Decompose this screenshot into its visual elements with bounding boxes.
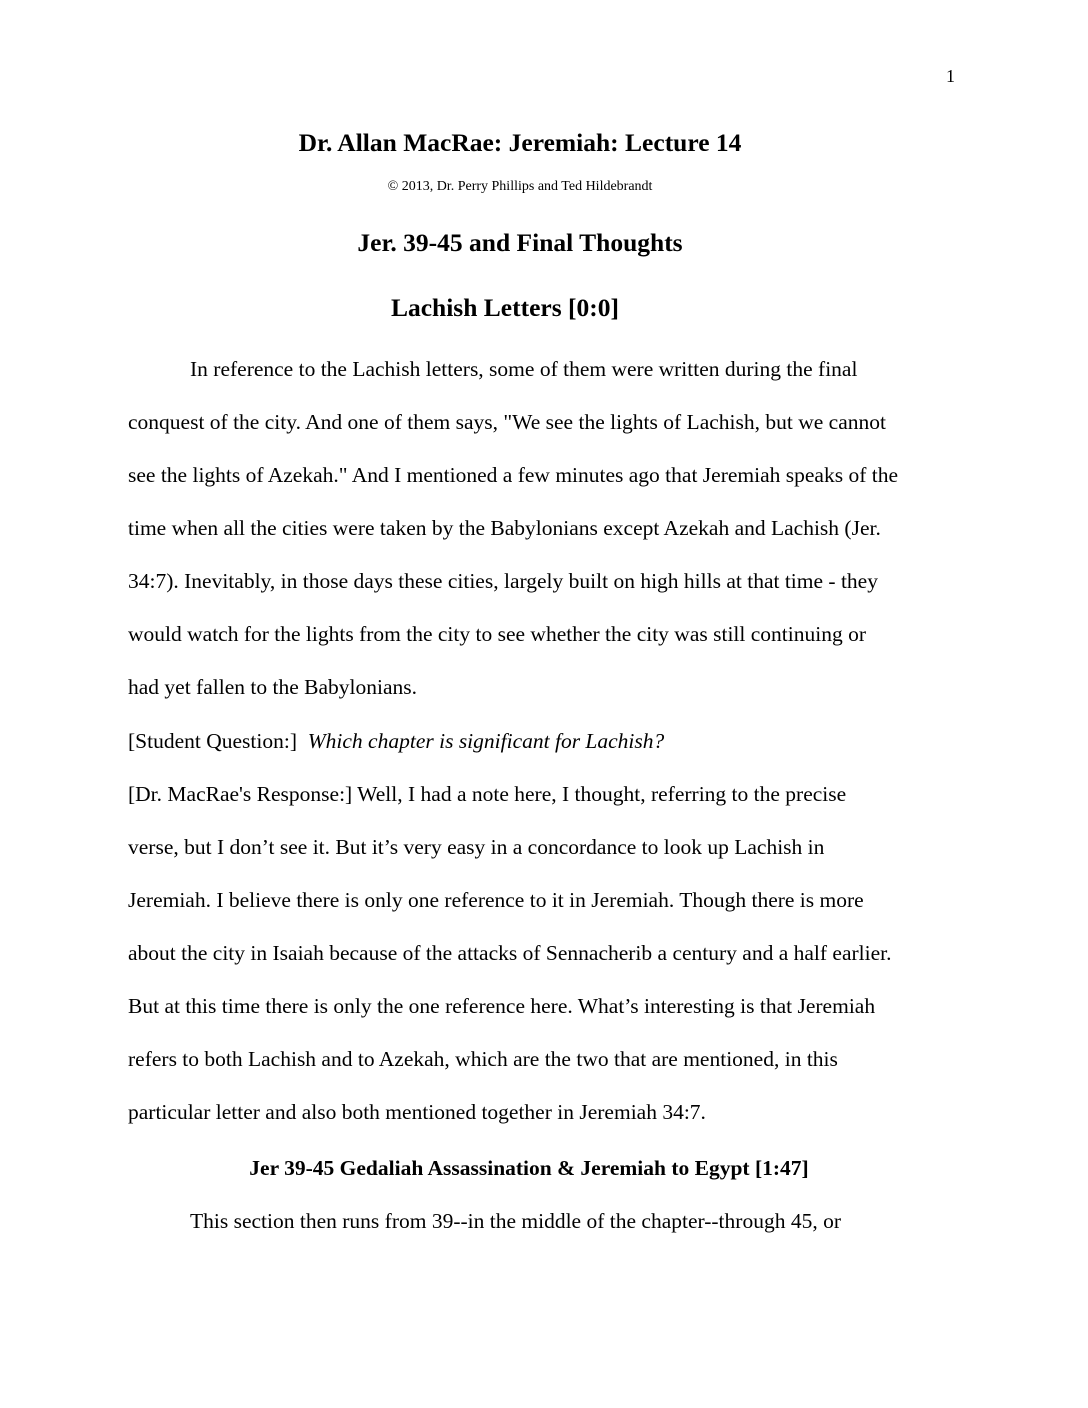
text-line: conquest of the city. And one of them says, "We see the lights of Lachish, but we cannot <box>128 410 886 434</box>
text-line: see the lights of Azekah." And I mentioned a few minutes ago that Jeremiah speaks of the <box>128 463 899 487</box>
page-number: 1 <box>946 66 955 86</box>
student-question-label: [Student Question:] <box>128 729 297 753</box>
section-heading-gedaliah: Jer 39-45 Gedaliah Assassination & Jeremiah to Egypt [1:47] <box>249 1156 809 1180</box>
text-line: would watch for the lights from the city to see whether the city was still continuing or <box>128 622 867 646</box>
text-line: 34:7). Inevitably, in those days these cities, largely built on high hills at that time - they <box>128 569 878 593</box>
section-heading-lachish-letters: Lachish Letters [0:0] <box>390 293 620 322</box>
text-line: refers to both Lachish and to Azekah, which are the two that are mentioned, in this <box>128 1047 838 1071</box>
text-line: But at this time there is only the one reference here. What’s interesting is that Jeremiah <box>128 994 876 1018</box>
text-line: In reference to the Lachish letters, some of them were written during the final <box>190 357 858 381</box>
text-line: This section then runs from 39--in the middle of the chapter--through 45, or <box>190 1209 841 1233</box>
text-line: about the city in Isaiah because of the attacks of Sennacherib a century and a half earlier. <box>128 941 892 965</box>
text-line: Jeremiah. I believe there is only one reference to it in Jeremiah. Though there is more <box>128 888 864 912</box>
copyright-notice: © 2013, Dr. Perry Phillips and Ted Hildebrandt <box>387 179 653 194</box>
text-line: particular letter and also both mentioned together in Jeremiah 34:7. <box>128 1100 706 1124</box>
text-line: [Dr. MacRae's Response:] Well, I had a note here, I thought, referring to the precise <box>128 782 847 806</box>
text-line: verse, but I don’t see it. But it’s very easy in a concordance to look up Lachish in <box>128 835 825 859</box>
lecture-subtitle: Jer. 39-45 and Final Thoughts <box>357 228 683 257</box>
lecture-title: Dr. Allan MacRae: Jeremiah: Lecture 14 <box>298 128 742 157</box>
text-line: had yet fallen to the Babylonians. <box>128 675 417 699</box>
text-line: time when all the cities were taken by the Babylonians except Azekah and Lachish (Jer. <box>128 516 881 540</box>
student-question-text: Which chapter is significant for Lachish? <box>307 729 665 753</box>
student-question <box>128 729 664 754</box>
